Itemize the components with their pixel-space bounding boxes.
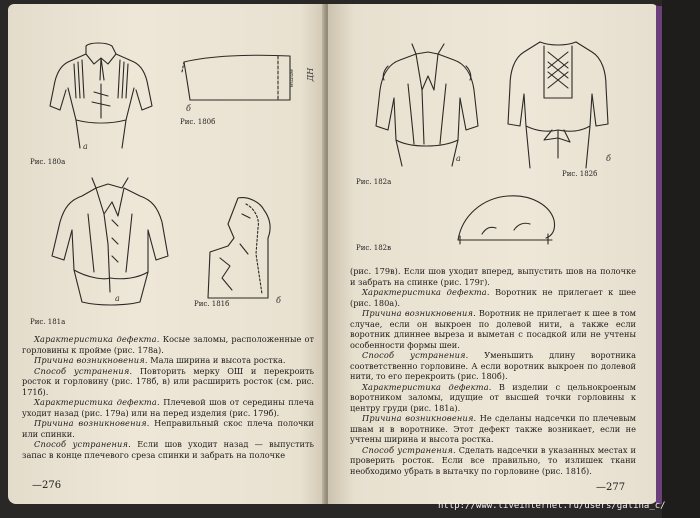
paragraph-body: Если шов уходит назад — выпустить запас в конце плечевого среза спинки и забрать на полочке xyxy=(22,439,314,460)
paragraph-heading: Причина возникновения. xyxy=(34,418,150,428)
figure-182v-pattern xyxy=(452,190,560,250)
paragraph-heading: Способ устранения. xyxy=(34,439,131,449)
figure-182b-caption: Рис. 182б xyxy=(562,170,598,178)
left-page xyxy=(8,4,326,504)
paragraph-body: Косые заломы, расположенные от горловины к пройме (рис. 178а). xyxy=(22,334,315,355)
paragraph-heading: Характеристика дефекта. xyxy=(362,381,492,392)
figure-182v-caption: Рис. 182в xyxy=(356,244,392,252)
figure-181a-caption: Рис. 181а xyxy=(30,318,66,326)
paragraph xyxy=(22,439,314,460)
right-page-body-text xyxy=(350,266,636,476)
figure-181a-label-a: а xyxy=(115,294,120,303)
figure-182a-illustration xyxy=(372,40,482,172)
figure-181a-illustration xyxy=(48,174,174,310)
paragraph xyxy=(22,355,314,366)
paragraph-heading: Причина возникновения. xyxy=(362,308,476,318)
left-page-number: —276 xyxy=(32,480,62,491)
figure-180b-label-vshiv: вшив xyxy=(286,69,295,87)
figure-180a-illustration xyxy=(46,40,156,152)
watermark-url: http://www.liveinternet.ru/users/galina_c/ xyxy=(438,501,666,511)
figure-180b-label-b: б xyxy=(186,104,191,113)
figure-182b-label-b: б xyxy=(606,154,611,163)
paragraph xyxy=(350,382,636,414)
paragraph xyxy=(350,413,636,445)
figure-180b-label-dn: ДН xyxy=(306,67,316,82)
paragraph xyxy=(350,350,636,382)
paragraph-body: Не сделаны надсечки по плечевым швам и в воротнике. Этот дефект также возникает, если не учтены ширина и высота ростка. xyxy=(350,413,636,444)
figure-182a-caption: Рис. 182а xyxy=(356,178,392,186)
figure-182b-illustration xyxy=(504,38,612,174)
paragraph-body: Мала ширина и высота ростка. xyxy=(150,355,286,365)
background-edge xyxy=(662,0,700,518)
paragraph xyxy=(22,397,314,418)
paragraph-body: Повторить мерку ОШ и перекроить росток и горловину (рис. 178б, в) или расширить росток (см. рис. 171б). xyxy=(22,365,314,397)
paragraph-body: Неправильный скос плеча полочки или спинки. xyxy=(22,418,314,439)
paragraph-body: В изделии с цельнокроеным воротником заломы, идущие от высшей точки горловины к центру груди (рис. 181а). xyxy=(350,381,636,413)
paragraph-heading: Характеристика дефекта. xyxy=(34,397,160,407)
paragraph xyxy=(350,266,636,287)
paragraph-body: Воротник не прилегает к шее в том случае, если он выкроен по долевой нити, а также если воротник длиннее выреза и выметан с посадкой или не учтены особенности формы шеи. xyxy=(350,308,636,350)
paragraph-heading: Способ устранения. xyxy=(34,365,133,376)
paragraph-heading: Характеристика дефекта. xyxy=(362,287,490,297)
figure-180a-label-a: а xyxy=(83,142,88,151)
paragraph-heading: Способ устранения. xyxy=(362,444,456,455)
right-page xyxy=(328,4,658,504)
paragraph xyxy=(22,334,314,355)
figure-180b-pattern xyxy=(178,52,300,108)
figure-181b-caption: Рис. 181б xyxy=(194,300,230,308)
paragraph-heading: Способ устранения. xyxy=(362,350,469,360)
right-page-number: —277 xyxy=(596,482,626,493)
paragraph xyxy=(22,418,314,439)
paragraph-body: Воротник не прилегает к шее (рис. 180а). xyxy=(350,287,636,308)
paragraph-heading: Причина возникновения. xyxy=(34,355,148,365)
figure-181b-pattern xyxy=(198,194,298,300)
paragraph-body: Сделать надсечки в указанных местах и проверить росток. Если все правильно, то излишек ткани необходимо убрать в вытачку по горловине (рис. 181б). xyxy=(350,444,636,476)
figure-181b-label-b: б xyxy=(276,296,281,305)
paragraph xyxy=(350,287,636,308)
paragraph xyxy=(350,308,636,350)
paragraph-heading: Причина возникновения. xyxy=(362,413,477,423)
paragraph-body: Плечевой шов от середины плеча уходит назад (рис. 179а) или на перед изделия (рис. 179б). xyxy=(22,397,314,418)
figure-182a-label-a: а xyxy=(456,154,461,163)
paragraph xyxy=(350,445,636,477)
figure-180b-caption: Рис. 180б xyxy=(180,118,216,126)
paragraph-body: Уменьшить длину воротника соответственно горловине. А если воротник выкроен по долевой нити, то его перекроить (рис. 180б). xyxy=(350,350,636,381)
left-page-body-text xyxy=(22,334,314,460)
paragraph xyxy=(22,366,314,398)
figure-180a-caption: Рис. 180а xyxy=(30,158,66,166)
paragraph-heading: Характеристика дефекта. xyxy=(34,334,160,344)
paragraph-body: (рис. 179в). Если шов уходит вперед, выпустить шов на полочке и забрать на спинке (рис. 179г). xyxy=(350,266,636,287)
